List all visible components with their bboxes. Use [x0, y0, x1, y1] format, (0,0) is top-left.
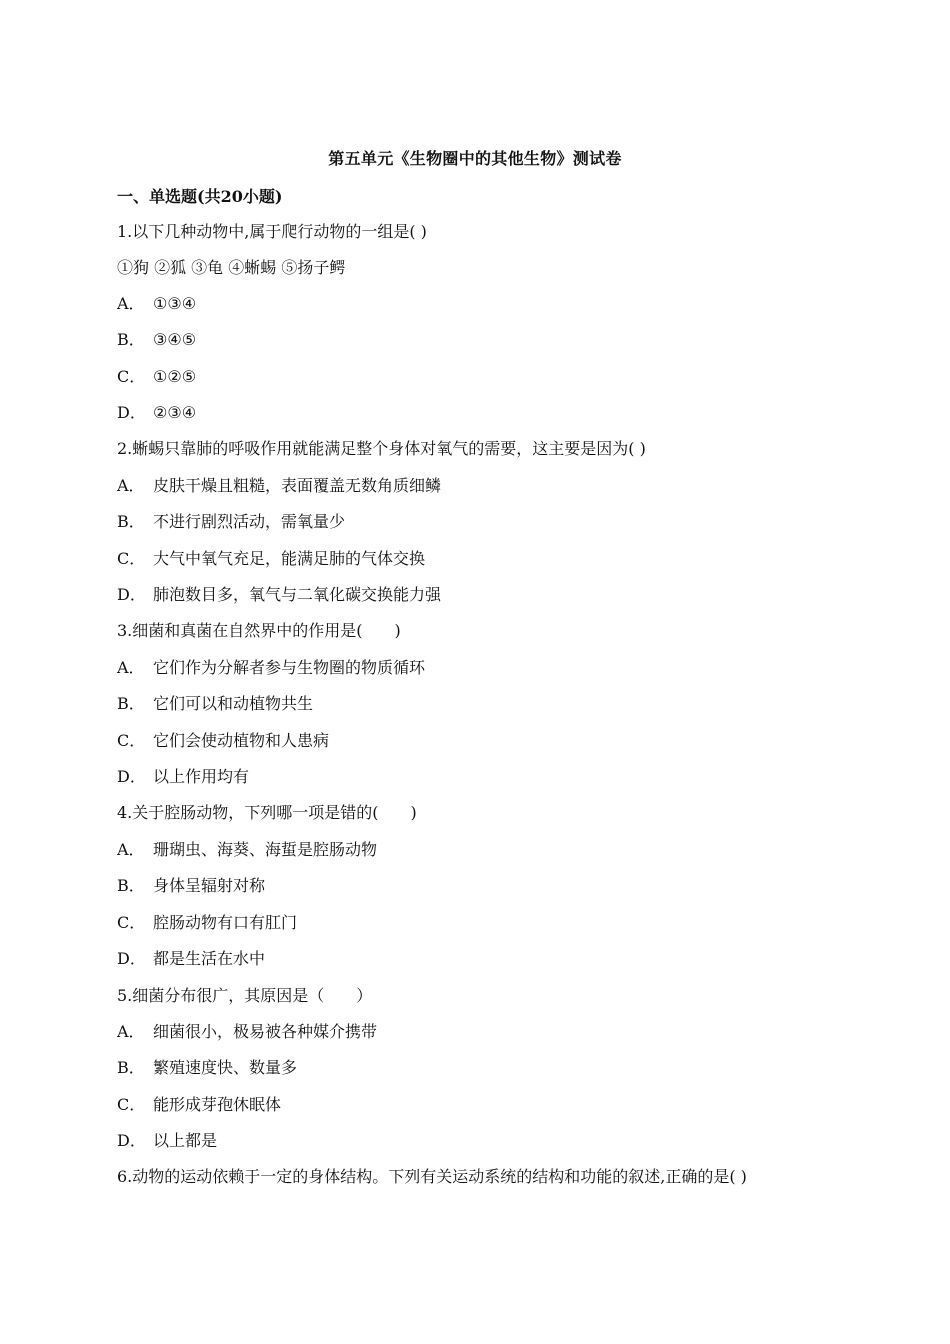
option-letter: B． — [117, 512, 145, 531]
option-text: ①②⑤ — [153, 367, 197, 386]
question-1-extra: ①狗 ②狐 ③龟 ④蜥蜴 ⑤扬子鳄 — [117, 258, 346, 277]
question-1-stem: 1.以下几种动物中,属于爬行动物的一组是( ) — [117, 222, 427, 241]
question-3-option-a — [117, 658, 425, 678]
option-text: 肺泡数目多，氧气与二氧化碳交换能力强 — [153, 585, 442, 604]
option-text: 皮肤干燥且粗糙，表面覆盖无数角质细鳞 — [153, 476, 442, 495]
option-letter: A． — [117, 294, 145, 313]
option-text: ③④⑤ — [153, 330, 197, 349]
option-letter: A． — [117, 840, 145, 859]
option-text: 大气中氧气充足，能满足肺的气体交换 — [153, 549, 426, 568]
question-3-option-c — [117, 731, 329, 751]
question-2-option-c — [117, 549, 425, 569]
question-1-option-d — [117, 403, 196, 423]
question-2-option-d — [117, 585, 441, 605]
question-5-option-a — [117, 1022, 377, 1042]
option-text: 它们可以和动植物共生 — [153, 694, 314, 713]
option-text: 它们会使动植物和人患病 — [153, 731, 330, 750]
question-5-option-d — [117, 1131, 217, 1151]
option-letter: D． — [117, 585, 146, 604]
question-2-option-b — [117, 512, 345, 532]
option-text: 细菌很小，极易被各种媒介携带 — [153, 1022, 378, 1041]
question-3-option-d — [117, 767, 249, 787]
question-2-option-a — [117, 476, 441, 496]
option-letter: C． — [117, 731, 146, 750]
option-letter: C． — [117, 913, 146, 932]
option-letter: A． — [117, 1022, 145, 1041]
question-4-option-b — [117, 876, 265, 896]
option-text: 它们作为分解者参与生物圈的物质循环 — [153, 658, 426, 677]
question-5-option-c — [117, 1095, 281, 1115]
option-text: 以上作用均有 — [153, 767, 250, 786]
section-heading: 一、单选题(共20小题) — [117, 187, 283, 206]
option-text: ①③④ — [153, 294, 197, 313]
option-letter: A． — [117, 658, 145, 677]
question-1-option-b — [117, 330, 196, 350]
option-letter: B． — [117, 876, 145, 895]
option-text: 珊瑚虫、海葵、海蜇是腔肠动物 — [153, 840, 378, 859]
question-5-option-b — [117, 1058, 297, 1078]
question-1-option-c — [117, 367, 196, 387]
question-4-stem: 4.关于腔肠动物，下列哪一项是错的( ) — [117, 803, 417, 822]
option-letter: B． — [117, 1058, 145, 1077]
option-text: 身体呈辐射对称 — [153, 876, 266, 895]
option-text: ②③④ — [153, 403, 197, 422]
option-text: 都是生活在水中 — [153, 949, 266, 968]
question-6-stem: 6.动物的运动依赖于一定的身体结构。下列有关运动系统的结构和功能的叙述,正确的是( ) — [117, 1167, 747, 1186]
option-text: 不进行剧烈活动，需氧量少 — [153, 512, 346, 531]
question-1-option-a — [117, 294, 196, 314]
option-text: 腔肠动物有口有肛门 — [153, 913, 298, 932]
option-text: 能形成芽孢休眠体 — [153, 1095, 282, 1114]
question-3-option-b — [117, 694, 313, 714]
question-4-option-a — [117, 840, 377, 860]
option-letter: C． — [117, 367, 146, 386]
option-letter: D． — [117, 403, 146, 422]
option-letter: B． — [117, 330, 145, 349]
option-letter: D． — [117, 1131, 146, 1150]
option-letter: C． — [117, 1095, 146, 1114]
question-2-stem: 2.蜥蜴只靠肺的呼吸作用就能满足整个身体对氧气的需要，这主要是因为( ) — [117, 439, 646, 458]
page-title: 第五单元《生物圈中的其他生物》测试卷 — [328, 149, 622, 168]
question-4-option-c — [117, 913, 297, 933]
question-4-option-d — [117, 949, 265, 969]
option-letter: A． — [117, 476, 145, 495]
option-letter: B． — [117, 694, 145, 713]
question-5-stem: 5.细菌分布很广，其原因是（ ） — [117, 986, 373, 1005]
option-letter: C． — [117, 549, 146, 568]
option-letter: D． — [117, 767, 146, 786]
option-letter: D． — [117, 949, 146, 968]
question-3-stem: 3.细菌和真菌在自然界中的作用是( ) — [117, 621, 401, 640]
option-text: 繁殖速度快、数量多 — [153, 1058, 298, 1077]
option-text: 以上都是 — [153, 1131, 218, 1150]
